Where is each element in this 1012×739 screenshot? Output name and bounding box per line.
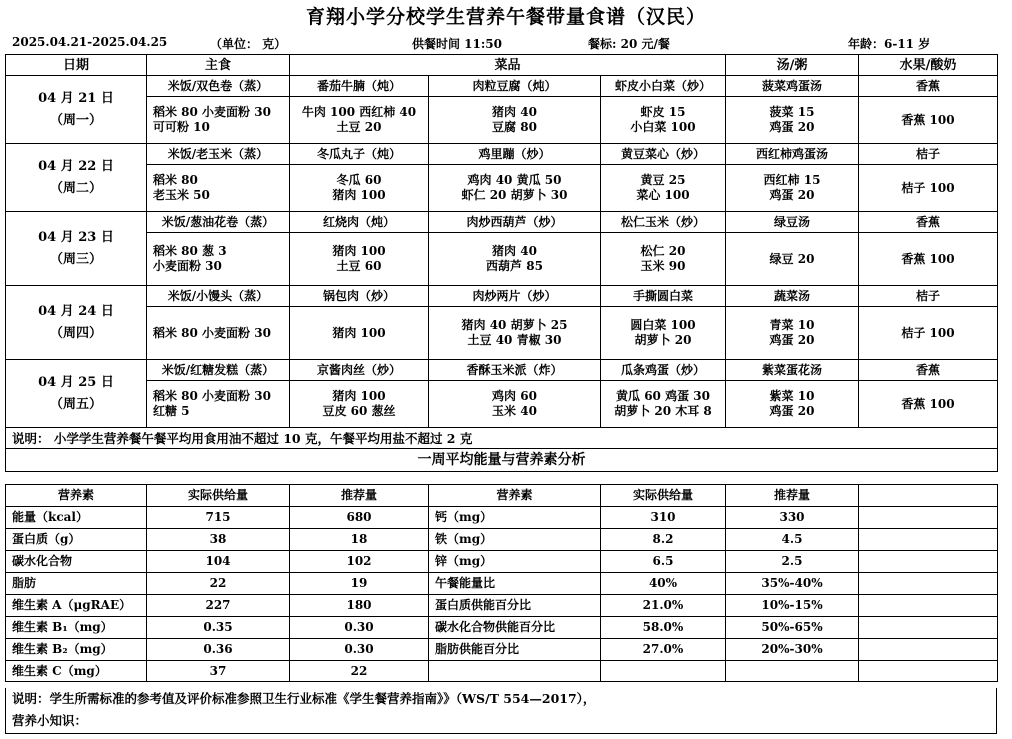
actual-value-2: 21.0% (601, 595, 726, 617)
ingredient-line: 西葫芦 85 (486, 259, 543, 273)
staple-ingredients (147, 97, 290, 144)
actual-value: 227 (147, 595, 290, 617)
soup-name: 绿豆汤 (726, 212, 859, 233)
footer-tips: 营养小知识： (12, 713, 88, 728)
fruit-ingredients (859, 233, 998, 286)
fruit-name: 桔子 (859, 286, 998, 307)
nutrient-name: 维生素 B₁（mg） (6, 617, 147, 639)
nutrient-name-2 (429, 661, 601, 682)
serve-time: 供餐时间 11:50 (412, 37, 503, 51)
dish1-ingredients (290, 165, 429, 212)
ingredient-line: 猪肉 40 (492, 105, 537, 119)
ingredient-line: 鸡蛋 20 (769, 333, 815, 347)
staple-name: 米饭/红糖发糕（蒸） (147, 360, 290, 381)
day-date: 04 月 24 日 (38, 303, 114, 319)
nutrition-col-header: 营养素 (429, 485, 601, 507)
col-header-soup: 汤/粥 (726, 55, 859, 76)
ingredient-line: 虾皮 15 (640, 105, 686, 119)
empty-cell (859, 573, 998, 595)
ingredient-line: 猪肉 100 (332, 325, 386, 340)
nutrient-name: 维生素 C（mg） (6, 661, 147, 682)
dish1-ingredients (290, 307, 429, 360)
empty-cell (859, 485, 998, 507)
fruit-name: 香蕉 (859, 76, 998, 97)
dish1-name: 番茄牛腩（炖） (290, 76, 429, 97)
actual-value: 38 (147, 529, 290, 551)
ingredient-line: 牛肉 100 西红柿 40 (301, 105, 417, 119)
dish3-name: 松仁玉米（炒） (601, 212, 726, 233)
nutrient-name: 蛋白质（g） (6, 529, 147, 551)
dish3-name: 手撕圆白菜 (601, 286, 726, 307)
ingredient-line: 冬瓜 60 (336, 173, 382, 187)
ingredient-line: 西红柿 15 (763, 173, 821, 187)
nutrient-name: 能量（kcal） (6, 507, 147, 529)
menu-day-row (6, 76, 998, 97)
recommended-value-2: 50%-65% (726, 617, 859, 639)
empty-cell (859, 507, 998, 529)
dish1-ingredients (290, 97, 429, 144)
ingredient-line: 稻米 80 小麦面粉 30 (153, 389, 271, 403)
actual-value-2: 310 (601, 507, 726, 529)
fruit-ingredients (859, 381, 998, 428)
ingredient-line: 豆皮 60 葱丝 (322, 404, 396, 418)
recommended-value: 0.30 (290, 617, 429, 639)
ingredient-line: 黄瓜 60 鸡蛋 30 (616, 389, 710, 403)
ingredient-line: 绿豆 20 (769, 251, 815, 266)
day-date: 04 月 25 日 (38, 374, 114, 390)
day-date: 04 月 21 日 (38, 90, 114, 106)
nutrient-name-2: 锌（mg） (429, 551, 601, 573)
soup-ingredients (726, 165, 859, 212)
nutrition-row (6, 661, 998, 682)
ingredient-line: 稻米 80 葱 3 (153, 244, 227, 258)
dish3-ingredients (601, 233, 726, 286)
ingredient-line: 豆腐 80 (492, 120, 537, 134)
ingredient-line: 老玉米 50 (153, 188, 210, 202)
menu-ingredient-row (6, 165, 998, 212)
nutrition-row (6, 573, 998, 595)
ingredient-line: 小白菜 100 (630, 120, 696, 134)
dish2-name: 香酥玉米派（炸） (429, 360, 601, 381)
recommended-value-2 (726, 661, 859, 682)
nutrition-col-header: 实际供给量 (601, 485, 726, 507)
soup-ingredients (726, 307, 859, 360)
page-title: 育翔小学分校学生营养午餐带量食谱（汉民） (305, 6, 706, 28)
ingredient-line: 桔子 100 (901, 325, 955, 340)
nutrition-col-header: 营养素 (6, 485, 147, 507)
dish3-ingredients (601, 307, 726, 360)
nutrition-row (6, 529, 998, 551)
nutrition-section-title: 一周平均能量与营养素分析 (6, 449, 998, 472)
dish2-name: 鸡里蹦（炒） (429, 144, 601, 165)
actual-value-2: 8.2 (601, 529, 726, 551)
dish3-ingredients (601, 165, 726, 212)
ingredient-line: 土豆 60 (336, 259, 382, 273)
ingredient-line: 香蕉 100 (901, 112, 955, 127)
dish2-name: 肉炒西葫芦（炒） (429, 212, 601, 233)
soup-name: 菠菜鸡蛋汤 (726, 76, 859, 97)
dish3-name: 黄豆菜心（炒） (601, 144, 726, 165)
day-date-cell (6, 286, 147, 360)
ingredient-line: 可可粉 10 (153, 120, 210, 134)
actual-value-2: 27.0% (601, 639, 726, 661)
ingredient-line: 胡萝卜 20 (634, 333, 692, 347)
soup-ingredients (726, 97, 859, 144)
nutrition-header-row (6, 485, 998, 507)
day-weekday: （周二） (49, 180, 102, 196)
dish1-ingredients (290, 381, 429, 428)
ingredient-line: 玉米 90 (640, 259, 686, 273)
ingredient-line: 菜心 100 (636, 188, 690, 202)
ingredient-line: 香蕉 100 (901, 396, 955, 411)
empty-cell (859, 551, 998, 573)
recommended-value-2: 10%-15% (726, 595, 859, 617)
day-date-cell (6, 144, 147, 212)
dish2-ingredients (429, 381, 601, 428)
staple-name: 米饭/老玉米（蒸） (147, 144, 290, 165)
menu-ingredient-row (6, 97, 998, 144)
ingredient-line: 鸡蛋 20 (769, 188, 815, 202)
recommended-value-2: 2.5 (726, 551, 859, 573)
meal-fee: 餐标: 20 元/餐 (588, 37, 670, 51)
staple-ingredients (147, 381, 290, 428)
nutrition-row (6, 595, 998, 617)
menu-note: 说明： 小学学生营养餐午餐平均用食用油不超过 10 克，午餐平均用盐不超过 2 克 (6, 428, 998, 449)
age-range: 年龄：6-11 岁 (848, 37, 931, 51)
ingredient-line: 紫菜 10 (769, 389, 815, 403)
empty-cell (859, 595, 998, 617)
day-date: 04 月 22 日 (38, 158, 114, 174)
menu-day-row (6, 212, 998, 233)
ingredient-line: 猪肉 100 (332, 244, 386, 258)
menu-table (5, 54, 998, 472)
recommended-value: 18 (290, 529, 429, 551)
fruit-ingredients (859, 307, 998, 360)
fruit-ingredients (859, 165, 998, 212)
ingredient-line: 稻米 80 小麦面粉 30 (153, 325, 271, 340)
date-range: 2025.04.21-2025.04.25 (12, 35, 168, 49)
dish1-name: 红烧肉（炖） (290, 212, 429, 233)
dish1-name: 京酱肉丝（炒） (290, 360, 429, 381)
actual-value-2: 58.0% (601, 617, 726, 639)
recommended-value-2: 20%-30% (726, 639, 859, 661)
fruit-name: 桔子 (859, 144, 998, 165)
ingredient-line: 桔子 100 (901, 180, 955, 195)
actual-value: 22 (147, 573, 290, 595)
nutrition-table (5, 484, 998, 682)
nutrient-name-2: 铁（mg） (429, 529, 601, 551)
nutrient-name: 脂肪 (6, 573, 147, 595)
day-date-cell (6, 76, 147, 144)
day-date: 04 月 23 日 (38, 229, 114, 245)
empty-cell (859, 617, 998, 639)
soup-ingredients (726, 381, 859, 428)
ingredient-line: 香蕉 100 (901, 251, 955, 266)
actual-value-2 (601, 661, 726, 682)
nutrient-name: 维生素 A（μgRAE） (6, 595, 147, 617)
nutrient-name-2: 脂肪供能百分比 (429, 639, 601, 661)
dish1-name: 锅包肉（炒） (290, 286, 429, 307)
actual-value: 104 (147, 551, 290, 573)
ingredient-line: 黄豆 25 (640, 173, 686, 187)
day-weekday: （周一） (49, 112, 102, 128)
col-header-fruit: 水果/酸奶 (859, 55, 998, 76)
empty-cell (859, 639, 998, 661)
staple-name: 米饭/葱油花卷（蒸） (147, 212, 290, 233)
dish1-name: 冬瓜丸子（炖） (290, 144, 429, 165)
dish3-name: 虾皮小白菜（炒） (601, 76, 726, 97)
staple-name: 米饭/小馒头（蒸） (147, 286, 290, 307)
recommended-value: 680 (290, 507, 429, 529)
actual-value: 37 (147, 661, 290, 682)
soup-name: 蔬菜汤 (726, 286, 859, 307)
menu-ingredient-row (6, 233, 998, 286)
day-date-cell (6, 360, 147, 428)
ingredient-line: 菠菜 15 (769, 105, 815, 119)
ingredient-line: 猪肉 100 (332, 389, 386, 403)
empty-cell (859, 661, 998, 682)
unit-label: （单位： 克） (210, 37, 287, 51)
ingredient-line: 稻米 80 (153, 173, 198, 187)
soup-name: 紫菜蛋花汤 (726, 360, 859, 381)
recommended-value: 180 (290, 595, 429, 617)
staple-ingredients (147, 165, 290, 212)
actual-value: 715 (147, 507, 290, 529)
ingredient-line: 胡萝卜 20 木耳 8 (614, 404, 712, 418)
ingredient-line: 稻米 80 小麦面粉 30 (153, 105, 271, 119)
staple-ingredients (147, 307, 290, 360)
dish2-name: 肉炒两片（炒） (429, 286, 601, 307)
nutrition-row (6, 507, 998, 529)
dish2-ingredients (429, 97, 601, 144)
menu-day-row (6, 286, 998, 307)
day-weekday: （周三） (49, 251, 102, 267)
ingredient-line: 玉米 40 (492, 404, 537, 418)
ingredient-line: 猪肉 40 (492, 244, 537, 258)
ingredient-line: 红糖 5 (153, 404, 190, 418)
ingredient-line: 鸡肉 60 (492, 389, 537, 403)
day-weekday: （周四） (49, 325, 102, 341)
ingredient-line: 小麦面粉 30 (153, 259, 222, 273)
ingredient-line: 猪肉 40 胡萝卜 25 (461, 318, 568, 332)
footer-note: 说明：学生所需标准的参考值及评价标准参照卫生行业标准《学生餐营养指南》》（WS/T 554—2017）， (12, 691, 596, 706)
col-header-staple: 主食 (147, 55, 290, 76)
nutrient-name-2: 午餐能量比 (429, 573, 601, 595)
empty-cell (859, 529, 998, 551)
ingredient-line: 圆白菜 100 (630, 318, 696, 332)
ingredient-line: 猪肉 100 (332, 188, 386, 202)
ingredient-line: 鸡蛋 20 (769, 404, 815, 418)
dish1-ingredients (290, 233, 429, 286)
col-header-date: 日期 (6, 55, 147, 76)
soup-ingredients (726, 233, 859, 286)
dish2-ingredients (429, 307, 601, 360)
fruit-ingredients (859, 97, 998, 144)
ingredient-line: 虾仁 20 胡萝卜 30 (461, 188, 568, 202)
recommended-value: 19 (290, 573, 429, 595)
nutrient-name-2: 碳水化合物供能百分比 (429, 617, 601, 639)
dish2-name: 肉粒豆腐（炖） (429, 76, 601, 97)
actual-value-2: 40% (601, 573, 726, 595)
fruit-name: 香蕉 (859, 212, 998, 233)
ingredient-line: 鸡肉 40 黄瓜 50 (467, 173, 562, 187)
nutrient-name-2: 钙（mg） (429, 507, 601, 529)
ingredient-line: 鸡蛋 20 (769, 120, 815, 134)
menu-ingredient-row (6, 381, 998, 428)
dish3-name: 瓜条鸡蛋（炒） (601, 360, 726, 381)
day-weekday: （周五） (49, 396, 102, 412)
dish2-ingredients (429, 165, 601, 212)
nutrition-col-header: 推荐量 (726, 485, 859, 507)
nutrient-name-2: 蛋白质供能百分比 (429, 595, 601, 617)
recommended-value: 102 (290, 551, 429, 573)
col-header-dishes: 菜品 (290, 55, 726, 76)
ingredient-line: 松仁 20 (640, 244, 686, 258)
fruit-name: 香蕉 (859, 360, 998, 381)
nutrition-row (6, 617, 998, 639)
staple-ingredients (147, 233, 290, 286)
actual-value: 0.36 (147, 639, 290, 661)
recommended-value-2: 330 (726, 507, 859, 529)
day-date-cell (6, 212, 147, 286)
dish3-ingredients (601, 381, 726, 428)
actual-value-2: 6.5 (601, 551, 726, 573)
dish3-ingredients (601, 97, 726, 144)
nutrition-col-header: 实际供给量 (147, 485, 290, 507)
recommended-value: 22 (290, 661, 429, 682)
recommended-value-2: 35%-40% (726, 573, 859, 595)
actual-value: 0.35 (147, 617, 290, 639)
staple-name: 米饭/双色卷（蒸） (147, 76, 290, 97)
nutrition-row (6, 639, 998, 661)
dish2-ingredients (429, 233, 601, 286)
footer-notes (5, 688, 997, 734)
nutrient-name: 碳水化合物 (6, 551, 147, 573)
nutrient-name: 维生素 B₂（mg） (6, 639, 147, 661)
menu-day-row (6, 360, 998, 381)
ingredient-line: 土豆 20 (336, 120, 382, 134)
ingredient-line: 土豆 40 青椒 30 (467, 333, 562, 347)
soup-name: 西红柿鸡蛋汤 (726, 144, 859, 165)
nutrition-col-header: 推荐量 (290, 485, 429, 507)
ingredient-line: 青菜 10 (769, 318, 815, 332)
menu-ingredient-row (6, 307, 998, 360)
recommended-value-2: 4.5 (726, 529, 859, 551)
menu-day-row (6, 144, 998, 165)
recommended-value: 0.30 (290, 639, 429, 661)
nutrition-row (6, 551, 998, 573)
